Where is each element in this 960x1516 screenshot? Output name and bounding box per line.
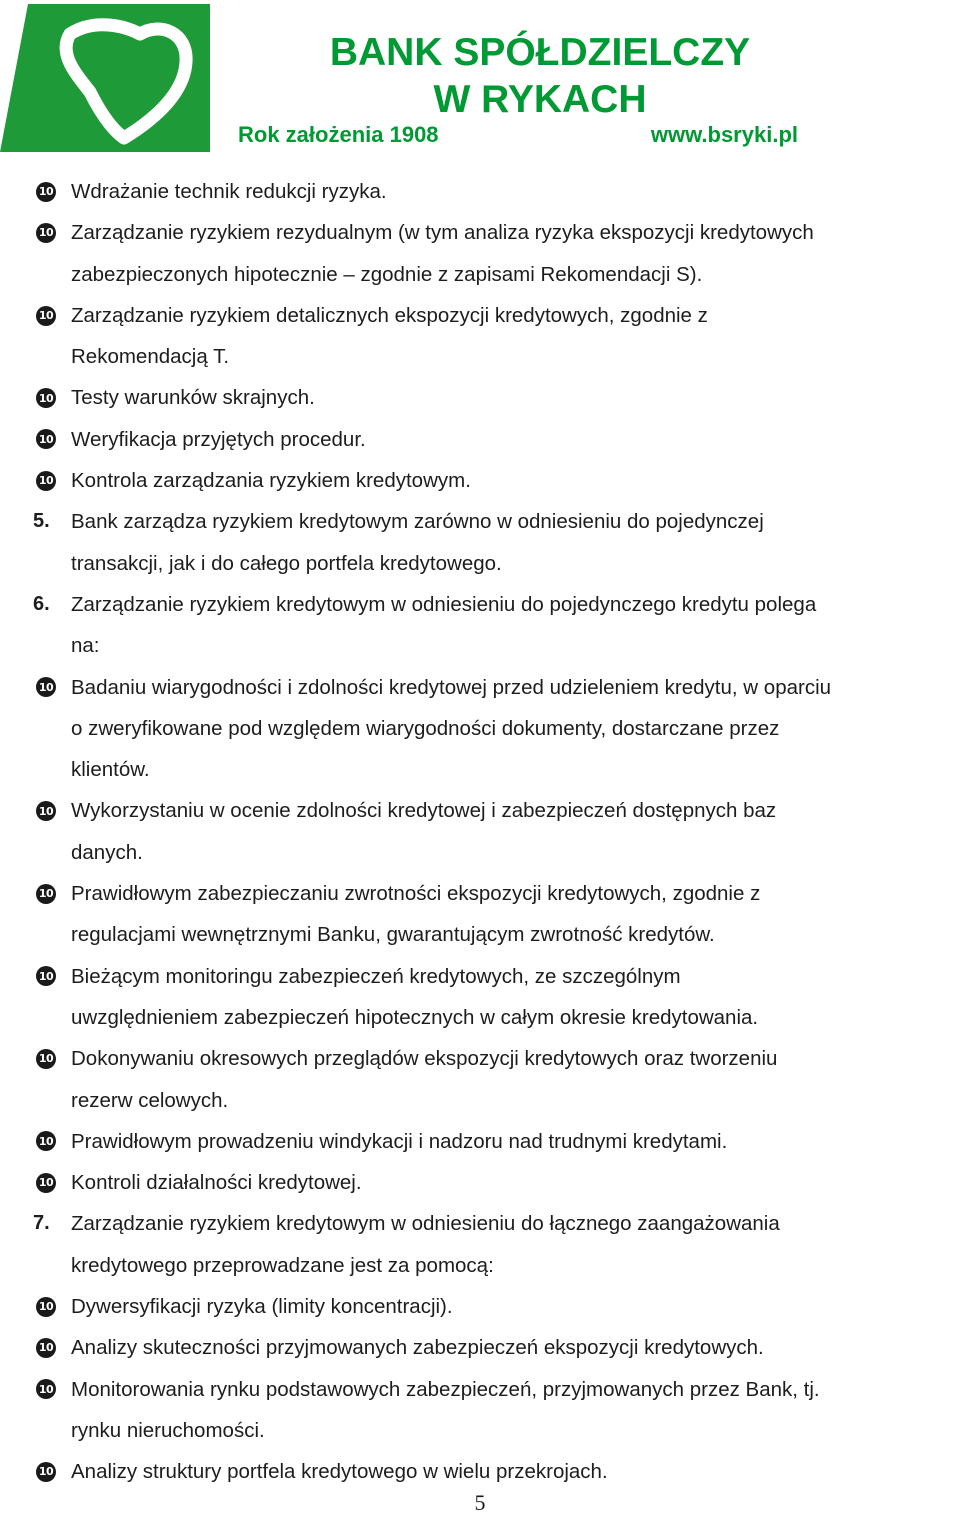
line-text: kredytowego przeprowadzane jest za pomocą: xyxy=(71,1253,494,1277)
bullet-glyph: 10 xyxy=(36,966,56,986)
text-line-continuation xyxy=(0,1080,960,1121)
text-line-continuation xyxy=(0,708,960,749)
bullet-glyph: 10 xyxy=(36,429,56,449)
circled-ten-bullet-icon xyxy=(36,1121,56,1162)
bank-logo-icon xyxy=(0,4,210,152)
line-text: Rekomendacją T. xyxy=(71,345,230,369)
text-line-continuation xyxy=(0,832,960,873)
circled-ten-bullet-icon xyxy=(36,1286,56,1327)
bank-name-line2: W RYKACH xyxy=(433,78,647,121)
bullet-glyph: 10 xyxy=(36,1379,56,1399)
bullet-item xyxy=(0,377,960,418)
line-text: transakcji, jak i do całego portfela kredytowego. xyxy=(71,551,502,575)
bullet-glyph: 10 xyxy=(36,801,56,821)
line-text: Wdrażanie technik redukcji ryzyka. xyxy=(71,180,387,203)
line-text: klientów. xyxy=(71,758,150,782)
bullet-glyph: 10 xyxy=(36,1173,56,1193)
line-text: Zarządzanie ryzykiem rezydualnym (w tym analiza ryzyka ekspozycji kredytowych xyxy=(71,221,814,245)
text-line-continuation xyxy=(0,914,960,955)
text-line-continuation xyxy=(0,997,960,1038)
line-text: Testy warunków skrajnych. xyxy=(71,386,315,410)
item-number: 5. xyxy=(33,510,50,533)
bullet-glyph: 10 xyxy=(36,223,56,243)
line-text: Zarządzanie ryzykiem detalicznych ekspozycji kredytowych, zgodnie z xyxy=(71,303,708,327)
line-text: Analizy skuteczności przyjmowanych zabezpieczeń ekspozycji kredytowych. xyxy=(71,1336,764,1360)
bullet-item xyxy=(0,1369,960,1410)
text-line-continuation xyxy=(0,1410,960,1451)
circled-ten-bullet-icon xyxy=(36,419,56,460)
circled-ten-bullet-icon xyxy=(36,171,56,212)
bullet-item xyxy=(0,1121,960,1162)
line-text: na: xyxy=(71,634,100,658)
line-text: Dywersyfikacji ryzyka (limity koncentracji). xyxy=(71,1295,453,1319)
bullet-glyph: 10 xyxy=(36,1462,56,1482)
line-text: o zweryfikowane pod względem wiarygodności dokumenty, dostarczane przez xyxy=(71,716,780,740)
text-line-continuation xyxy=(0,1245,960,1286)
numbered-item xyxy=(0,584,960,625)
circled-ten-bullet-icon xyxy=(36,873,56,914)
line-text: Prawidłowym zabezpieczaniu zwrotności ekspozycji kredytowych, zgodnie z xyxy=(71,882,761,906)
bullet-glyph: 10 xyxy=(36,1338,56,1358)
bullet-glyph: 10 xyxy=(36,1131,56,1151)
bullet-item xyxy=(0,460,960,501)
line-text: Weryfikacja przyjętych procedur. xyxy=(71,427,366,451)
circled-ten-bullet-icon xyxy=(36,377,56,418)
line-text: Badaniu wiarygodności i zdolności kredytowej przed udzieleniem kredytu, w oparciu xyxy=(71,675,832,699)
circled-ten-bullet-icon xyxy=(36,1038,56,1079)
circled-ten-bullet-icon xyxy=(36,667,56,708)
bullet-item xyxy=(0,212,960,253)
line-text: Analizy struktury portfela kredytowego w wielu przekrojach. xyxy=(71,1460,608,1484)
bullet-item xyxy=(0,1286,960,1327)
bullet-item xyxy=(0,171,960,212)
page-header xyxy=(0,0,960,160)
bullet-item xyxy=(0,1451,960,1492)
line-text: zabezpieczonych hipotecznie – zgodnie z zapisami Rekomendacji S). xyxy=(71,262,703,286)
bullet-item xyxy=(0,1162,960,1203)
line-text: Zarządzanie ryzykiem kredytowym w odniesieniu do pojedynczego kredytu polega xyxy=(71,592,817,616)
circled-ten-bullet-icon xyxy=(36,460,56,501)
line-text: Bieżącym monitoringu zabezpieczeń kredytowych, ze szczególnym xyxy=(71,964,681,988)
bullet-item xyxy=(0,295,960,336)
bullet-glyph: 10 xyxy=(36,1049,56,1069)
text-line-continuation xyxy=(0,336,960,377)
line-text: rezerw celowych. xyxy=(71,1088,229,1112)
bullet-item xyxy=(0,1038,960,1079)
line-text: Wykorzystaniu w ocenie zdolności kredytowej i zabezpieczeń dostępnych baz xyxy=(71,799,777,823)
circled-ten-bullet-icon xyxy=(36,295,56,336)
bullet-glyph: 10 xyxy=(36,884,56,904)
bullet-glyph: 10 xyxy=(36,182,56,202)
bullet-item xyxy=(0,1327,960,1368)
founded-year: Rok założenia 1908 xyxy=(238,122,439,147)
document-body xyxy=(0,171,960,1493)
line-text: Prawidłowym prowadzeniu windykacji i nadzoru nad trudnymi kredytami. xyxy=(71,1129,728,1153)
circled-ten-bullet-icon xyxy=(36,1162,56,1203)
website-link[interactable]: www.bsryki.pl xyxy=(650,122,798,147)
item-number: 7. xyxy=(33,1212,50,1235)
circled-ten-bullet-icon xyxy=(36,1327,56,1368)
text-line-continuation xyxy=(0,749,960,790)
bullet-item xyxy=(0,790,960,831)
bullet-item xyxy=(0,956,960,997)
bullet-item xyxy=(0,419,960,460)
numbered-item xyxy=(0,1203,960,1244)
line-text: Bank zarządza ryzykiem kredytowym zarówno w odniesieniu do pojedynczej xyxy=(71,510,764,534)
text-line-continuation xyxy=(0,625,960,666)
text-line-continuation xyxy=(0,543,960,584)
line-text: Dokonywaniu okresowych przeglądów ekspozycji kredytowych oraz tworzeniu xyxy=(71,1047,778,1071)
line-text: Monitorowania rynku podstawowych zabezpieczeń, przyjmowanych przez Bank, tj. xyxy=(71,1377,820,1401)
bank-name-line1: BANK SPÓŁDZIELCZY xyxy=(329,31,751,74)
line-text: Kontrola zarządzania ryzykiem kredytowym. xyxy=(71,469,471,493)
bullet-glyph: 10 xyxy=(36,471,56,491)
circled-ten-bullet-icon xyxy=(36,212,56,253)
line-text: uwzględnieniem zabezpieczeń hipotecznych w całym okresie kredytowania. xyxy=(71,1005,759,1029)
circled-ten-bullet-icon xyxy=(36,1451,56,1492)
page-number: 5 xyxy=(474,1490,486,1515)
bullet-glyph: 10 xyxy=(36,677,56,697)
bullet-item xyxy=(0,667,960,708)
bullet-glyph: 10 xyxy=(36,388,56,408)
item-number: 6. xyxy=(33,592,50,615)
bullet-item xyxy=(0,873,960,914)
line-text: Kontroli działalności kredytowej. xyxy=(71,1171,362,1195)
line-text: regulacjami wewnętrznymi Banku, gwarantującym zwrotność kredytów. xyxy=(71,923,715,947)
circled-ten-bullet-icon xyxy=(36,956,56,997)
text-line-continuation xyxy=(0,254,960,295)
line-text: danych. xyxy=(71,840,143,864)
line-text: rynku nieruchomości. xyxy=(71,1418,265,1442)
circled-ten-bullet-icon xyxy=(36,1369,56,1410)
bullet-glyph: 10 xyxy=(36,1297,56,1317)
circled-ten-bullet-icon xyxy=(36,790,56,831)
numbered-item xyxy=(0,501,960,542)
bullet-glyph: 10 xyxy=(36,306,56,326)
line-text: Zarządzanie ryzykiem kredytowym w odniesieniu do łącznego zaangażowania xyxy=(71,1212,780,1236)
